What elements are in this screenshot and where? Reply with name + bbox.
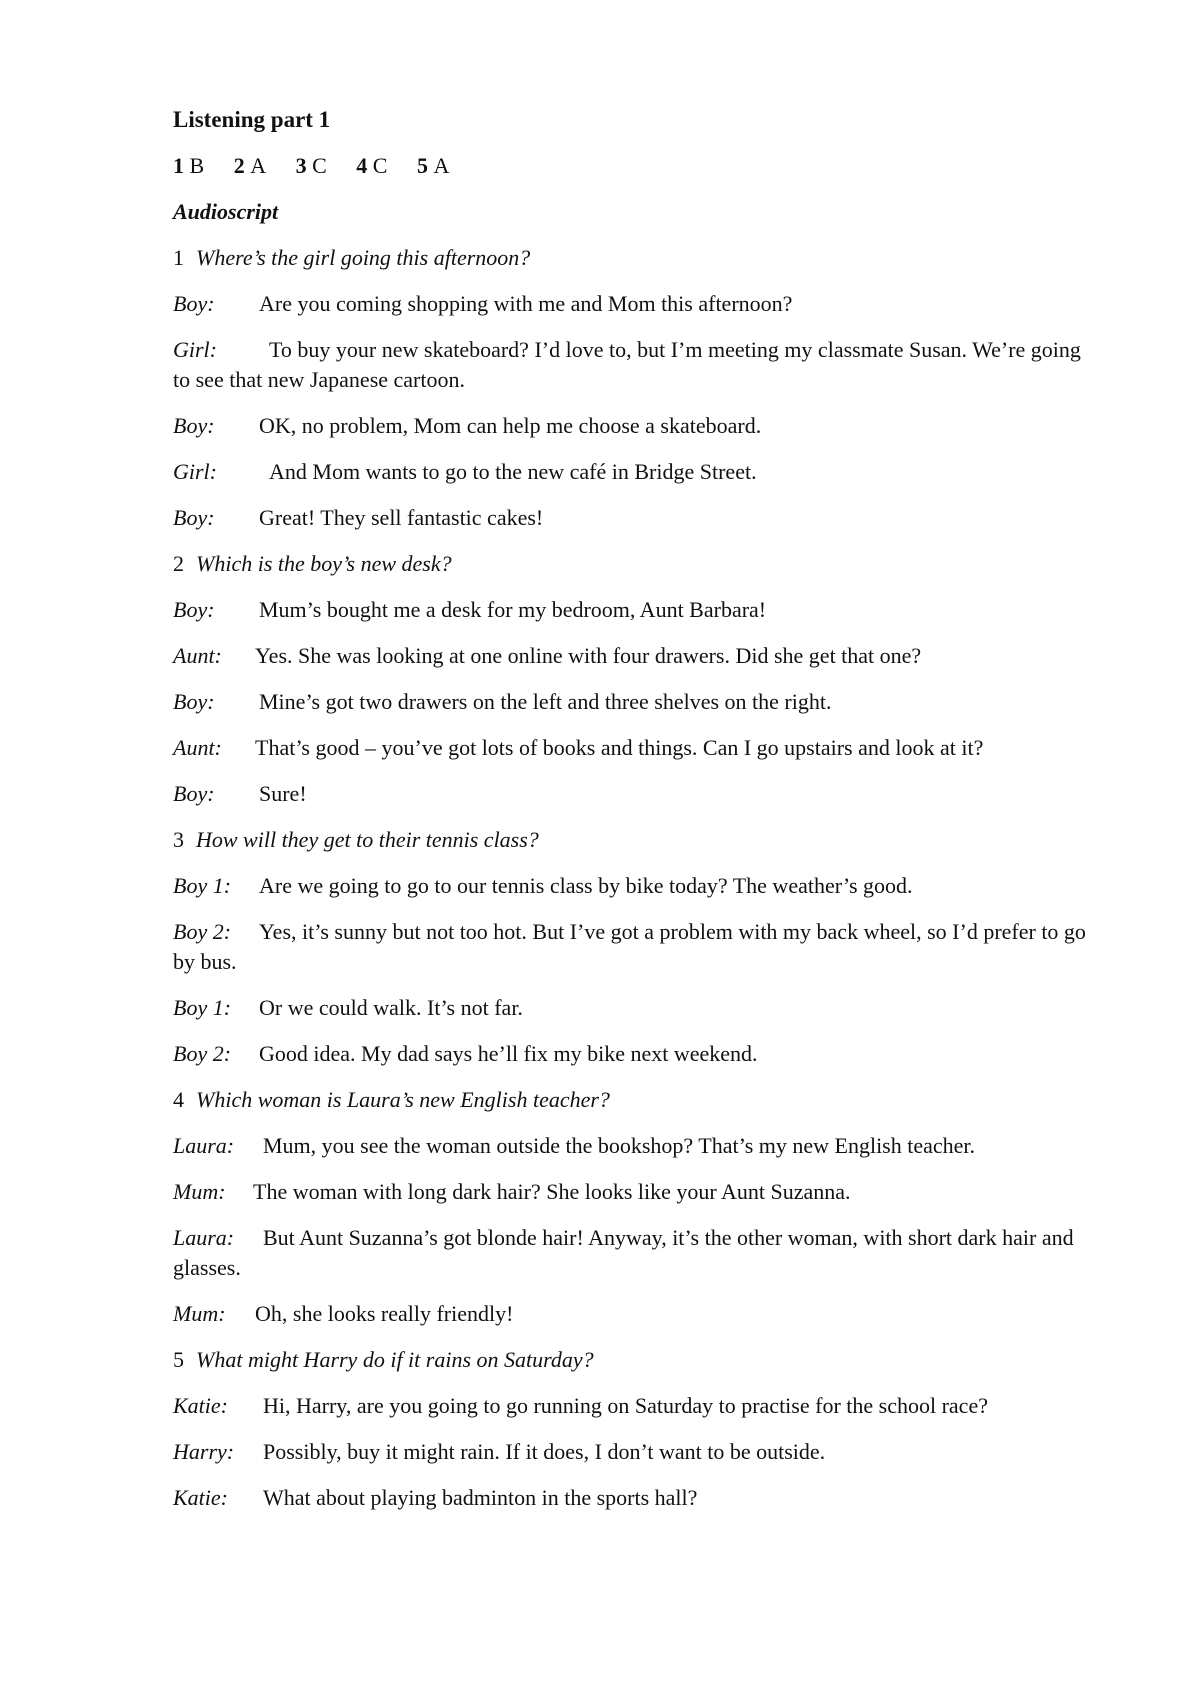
question-number: 3 — [173, 827, 184, 852]
dialogue-line — [173, 289, 1093, 319]
dialogue-line — [173, 733, 1093, 763]
heading: Listening part 1 — [173, 107, 331, 132]
speaker: Boy 2: — [173, 919, 232, 944]
question-heading — [173, 825, 1093, 855]
speaker: Harry: — [173, 1439, 235, 1464]
utterance: Yes, it’s sunny but not too hot. But I’ve got a problem with my back wheel, so I’d prefer to go by bus. — [173, 919, 1086, 974]
speaker: Boy: — [173, 505, 215, 530]
question-heading — [173, 549, 1093, 579]
question-number: 4 — [173, 1087, 184, 1112]
dialogue-line — [173, 687, 1093, 717]
answer-letter: C — [312, 153, 327, 178]
answer-letter: A — [250, 153, 267, 178]
dialogue-line — [173, 1039, 1093, 1069]
question-text: Where’s the girl going this afternoon? — [196, 245, 531, 270]
utterance: Or we could walk. It’s not far. — [259, 995, 523, 1020]
speaker: Girl: — [173, 459, 217, 484]
answer-number: 4 — [356, 153, 368, 178]
speaker: Boy: — [173, 689, 215, 714]
dialogue-line — [173, 411, 1093, 441]
dialogue-line — [173, 1223, 1093, 1283]
question-number: 5 — [173, 1347, 184, 1372]
dialogue-line — [173, 1437, 1093, 1467]
question-text: Which woman is Laura’s new English teacher? — [196, 1087, 610, 1112]
dialogue-line — [173, 595, 1093, 625]
answer-item — [356, 153, 387, 178]
speaker: Boy: — [173, 413, 215, 438]
question-heading — [173, 1085, 1093, 1115]
speaker: Girl: — [173, 337, 217, 362]
question-text: Which is the boy’s new desk? — [196, 551, 452, 576]
answer-number: 2 — [233, 153, 245, 178]
utterance: That’s good – you’ve got lots of books and things. Can I go upstairs and look at it? — [255, 735, 984, 760]
answer-number: 1 — [173, 153, 184, 178]
answer-key — [173, 151, 1093, 181]
speaker: Mum: — [173, 1179, 226, 1204]
answer-item — [234, 153, 266, 178]
utterance: Sure! — [259, 781, 307, 806]
dialogue-line — [173, 871, 1093, 901]
speaker: Boy 1: — [173, 873, 232, 898]
utterance: Good idea. My dad says he’ll fix my bike next weekend. — [259, 1041, 758, 1066]
section-title: Audioscript — [173, 199, 279, 224]
answer-letter: B — [189, 153, 205, 178]
answer-letter: A — [433, 153, 450, 178]
question-text: What might Harry do if it rains on Saturday? — [196, 1347, 594, 1372]
speaker: Boy: — [173, 291, 215, 316]
speaker: Mum: — [173, 1301, 226, 1326]
utterance: To buy your new skateboard? I’d love to, but I’m meeting my classmate Susan. We’re going to see that new Japanese cartoon. — [173, 337, 1081, 392]
dialogue-line — [173, 779, 1093, 809]
speaker: Laura: — [173, 1225, 235, 1250]
dialogue-line — [173, 503, 1093, 533]
dialogue-line — [173, 1299, 1093, 1329]
utterance: Hi, Harry, are you going to go running on Saturday to practise for the school race? — [263, 1393, 988, 1418]
dialogue-line — [173, 1391, 1093, 1421]
utterance: What about playing badminton in the sports hall? — [263, 1485, 698, 1510]
document-page — [173, 105, 1093, 1529]
dialogue-line — [173, 1483, 1093, 1513]
dialogue-line — [173, 457, 1093, 487]
utterance: Possibly, buy it might rain. If it does, I don’t want to be outside. — [263, 1439, 826, 1464]
answer-item — [173, 153, 204, 178]
dialogue-line — [173, 993, 1093, 1023]
answer-item — [296, 153, 327, 178]
speaker: Laura: — [173, 1133, 235, 1158]
utterance: The woman with long dark hair? She looks like your Aunt Suzanna. — [253, 1179, 851, 1204]
question-heading — [173, 1345, 1093, 1375]
answer-item — [417, 153, 449, 178]
dialogue-line — [173, 641, 1093, 671]
dialogue-line — [173, 1131, 1093, 1161]
answer-letter: C — [372, 153, 388, 178]
question-heading — [173, 243, 1093, 273]
question-text: How will they get to their tennis class? — [196, 827, 539, 852]
question-number: 1 — [173, 245, 184, 270]
utterance: OK, no problem, Mom can help me choose a skateboard. — [259, 413, 762, 438]
speaker: Katie: — [173, 1393, 228, 1418]
utterance: Mine’s got two drawers on the left and three shelves on the right. — [259, 689, 832, 714]
speaker: Boy 1: — [173, 995, 232, 1020]
speaker: Aunt: — [173, 643, 222, 668]
utterance: Are you coming shopping with me and Mom this afternoon? — [259, 291, 793, 316]
dialogue-line — [173, 1177, 1093, 1207]
speaker: Boy: — [173, 597, 215, 622]
utterance: And Mom wants to go to the new café in Bridge Street. — [269, 459, 757, 484]
utterance: Mum’s bought me a desk for my bedroom, Aunt Barbara! — [259, 597, 767, 622]
speaker: Boy 2: — [173, 1041, 232, 1066]
speaker: Boy: — [173, 781, 215, 806]
speaker: Aunt: — [173, 735, 222, 760]
answer-number: 3 — [295, 153, 307, 178]
speaker: Katie: — [173, 1485, 228, 1510]
utterance: Oh, she looks really friendly! — [255, 1301, 514, 1326]
utterance: Mum, you see the woman outside the bookshop? That’s my new English teacher. — [263, 1133, 976, 1158]
dialogue-line — [173, 917, 1093, 977]
question-number: 2 — [173, 551, 184, 576]
answer-number: 5 — [416, 153, 428, 178]
utterance: Great! They sell fantastic cakes! — [259, 505, 544, 530]
dialogue-line — [173, 335, 1093, 395]
utterance: Are we going to go to our tennis class by bike today? The weather’s good. — [259, 873, 913, 898]
utterance: But Aunt Suzanna’s got blonde hair! Anyway, it’s the other woman, with short dark hair and glasses. — [173, 1225, 1074, 1280]
utterance: Yes. She was looking at one online with four drawers. Did she get that one? — [255, 643, 922, 668]
